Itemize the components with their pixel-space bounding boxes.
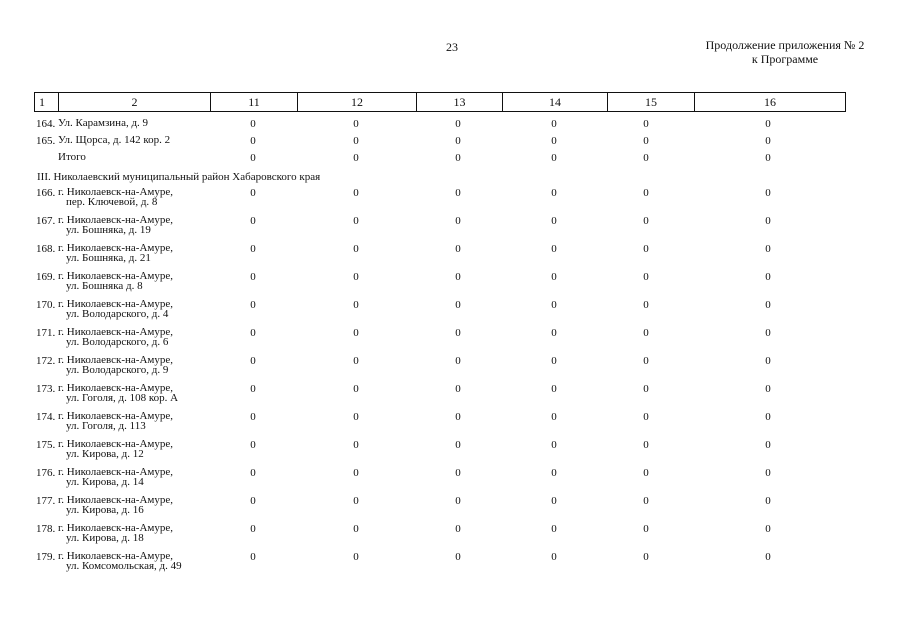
- row-value-col-15: 0: [643, 215, 649, 227]
- row-value-col-16: 0: [765, 495, 771, 507]
- row-number: 169.: [36, 271, 56, 283]
- row-address: [58, 187, 218, 207]
- row-address-line2: ул. Володарского, д. 4: [66, 308, 169, 320]
- row-value-col-15: 0: [643, 299, 649, 311]
- appendix-note: [690, 38, 880, 66]
- row-value-col-13: 0: [455, 551, 461, 563]
- row-value-col-14: 0: [551, 523, 557, 535]
- table-row: [34, 118, 846, 135]
- row-number: 168.: [36, 243, 56, 255]
- row-address: [58, 243, 218, 263]
- row-number: 176.: [36, 467, 56, 479]
- row-address-line1: г. Николаевск-на-Амуре,: [58, 466, 173, 478]
- row-value-col-11: 0: [250, 187, 256, 199]
- row-number: 170.: [36, 299, 56, 311]
- row-value-col-11: 0: [250, 467, 256, 479]
- row-value-col-12: 0: [353, 135, 359, 147]
- header-col-16: 16: [764, 95, 776, 109]
- row-value-col-11: 0: [250, 523, 256, 535]
- row-number: 165.: [36, 135, 56, 147]
- row-value-col-16: 0: [765, 411, 771, 423]
- table-row: [34, 551, 846, 579]
- row-value-col-13: 0: [455, 187, 461, 199]
- row-value-col-16: 0: [765, 215, 771, 227]
- table-row: [34, 243, 846, 271]
- row-value-col-16: 0: [765, 327, 771, 339]
- row-value-col-12: 0: [353, 551, 359, 563]
- row-value-col-11: 0: [250, 135, 256, 147]
- row-value-col-15: 0: [643, 439, 649, 451]
- row-number: 166.: [36, 187, 56, 199]
- row-value-col-15: 0: [643, 467, 649, 479]
- row-value-col-16: 0: [765, 551, 771, 563]
- table-row: [34, 439, 846, 467]
- row-value-col-15: 0: [643, 152, 649, 164]
- row-value-col-12: 0: [353, 439, 359, 451]
- row-address-line1: г. Николаевск-на-Амуре,: [58, 242, 173, 254]
- row-value-col-15: 0: [643, 523, 649, 535]
- row-value-col-11: 0: [250, 327, 256, 339]
- header-col-11: 11: [211, 93, 298, 111]
- row-number: 175.: [36, 439, 56, 451]
- row-value-col-14: 0: [551, 551, 557, 563]
- row-value-col-15: 0: [643, 187, 649, 199]
- row-value-col-12: 0: [353, 187, 359, 199]
- row-value-col-11: 0: [250, 383, 256, 395]
- row-value-col-13: 0: [455, 355, 461, 367]
- row-value-col-13: 0: [455, 243, 461, 255]
- row-value-col-12: 0: [353, 355, 359, 367]
- row-address-line2: ул. Гоголя, д. 108 кор. А: [66, 392, 179, 404]
- header-col-12: 12: [298, 93, 417, 111]
- row-value-col-14: 0: [551, 152, 557, 164]
- row-value-col-15: 0: [643, 411, 649, 423]
- table-row: [34, 467, 846, 495]
- row-address-line2: ул. Бошняка д. 8: [66, 280, 143, 292]
- row-address: [58, 118, 218, 128]
- table-row: [34, 187, 846, 215]
- row-value-col-16: 0: [765, 243, 771, 255]
- row-value-col-16: 0: [765, 467, 771, 479]
- row-value-col-11: 0: [250, 118, 256, 130]
- row-value-col-14: 0: [551, 187, 557, 199]
- row-address: [58, 551, 218, 571]
- table-row: [34, 355, 846, 383]
- row-value-col-13: 0: [455, 152, 461, 164]
- row-address-line2: ул. Кирова, д. 14: [66, 476, 144, 488]
- appendix-note-line1: Продолжение приложения № 2: [705, 38, 865, 52]
- row-value-col-15: 0: [643, 327, 649, 339]
- row-address-line2: ул. Гоголя, д. 113: [66, 420, 146, 432]
- row-value-col-11: 0: [250, 215, 256, 227]
- row-address: [58, 327, 218, 347]
- row-value-col-11: 0: [250, 152, 256, 164]
- row-value-col-16: 0: [765, 355, 771, 367]
- row-value-col-11: 0: [250, 299, 256, 311]
- row-value-col-11: 0: [250, 271, 256, 283]
- row-address-line1: г. Николаевск-на-Амуре,: [58, 326, 173, 338]
- row-value-col-15: 0: [643, 355, 649, 367]
- row-value-col-14: 0: [551, 383, 557, 395]
- row-address-line1: г. Николаевск-на-Амуре,: [58, 186, 173, 198]
- row-address-line1: Ул. Щорса, д. 142 кор. 2: [58, 134, 171, 146]
- row-value-col-12: 0: [353, 495, 359, 507]
- table-row: [34, 411, 846, 439]
- table-row: [34, 495, 846, 523]
- row-value-col-14: 0: [551, 271, 557, 283]
- row-value-col-11: 0: [250, 411, 256, 423]
- row-address-line1: г. Николаевск-на-Амуре,: [58, 494, 173, 506]
- row-value-col-14: 0: [551, 411, 557, 423]
- row-value-col-16: 0: [765, 523, 771, 535]
- row-value-col-13: 0: [455, 439, 461, 451]
- table-row: [34, 135, 846, 152]
- row-value-col-12: 0: [353, 467, 359, 479]
- row-value-col-16: 0: [765, 299, 771, 311]
- table-row: [34, 215, 846, 243]
- row-value-col-11: 0: [250, 439, 256, 451]
- row-number: 179.: [36, 551, 56, 563]
- row-value-col-13: 0: [455, 299, 461, 311]
- row-value-col-13: 0: [455, 327, 461, 339]
- row-value-col-12: 0: [353, 327, 359, 339]
- row-address: [58, 495, 218, 515]
- row-value-col-15: 0: [643, 495, 649, 507]
- row-address: [58, 355, 218, 375]
- row-value-col-15: 0: [643, 383, 649, 395]
- row-address-line2: ул. Кирова, д. 18: [66, 532, 144, 544]
- row-address-line2: пер. Ключевой, д. 8: [66, 196, 158, 208]
- row-value-col-11: 0: [250, 495, 256, 507]
- row-value-col-12: 0: [353, 271, 359, 283]
- row-address-line1: г. Николаевск-на-Амуре,: [58, 270, 173, 282]
- row-address: [58, 299, 218, 319]
- row-value-col-13: 0: [455, 118, 461, 130]
- row-value-col-11: 0: [250, 551, 256, 563]
- row-value-col-14: 0: [551, 439, 557, 451]
- row-address-line1: г. Николаевск-на-Амуре,: [58, 298, 173, 310]
- row-value-col-12: 0: [353, 523, 359, 535]
- row-address-line1: г. Николаевск-на-Амуре,: [58, 382, 173, 394]
- row-value-col-13: 0: [455, 215, 461, 227]
- row-address-line1: г. Николаевск-на-Амуре,: [58, 410, 173, 422]
- row-value-col-13: 0: [455, 271, 461, 283]
- row-value-col-16: 0: [765, 135, 771, 147]
- row-value-col-13: 0: [455, 467, 461, 479]
- row-value-col-13: 0: [455, 495, 461, 507]
- row-value-col-14: 0: [551, 467, 557, 479]
- table-row: [34, 299, 846, 327]
- row-value-col-14: 0: [551, 118, 557, 130]
- row-value-col-13: 0: [455, 135, 461, 147]
- row-address-line2: ул. Бошняка, д. 19: [66, 224, 151, 236]
- row-address-line2: ул. Володарского, д. 9: [66, 364, 169, 376]
- row-value-col-11: 0: [250, 355, 256, 367]
- row-number: 164.: [36, 118, 56, 130]
- row-number: 171.: [36, 327, 56, 339]
- header-col-13: 13: [417, 93, 503, 111]
- row-address-line2: ул. Кирова, д. 16: [66, 504, 144, 516]
- row-value-col-16: 0: [765, 271, 771, 283]
- row-number: 178.: [36, 523, 56, 535]
- row-value-col-15: 0: [643, 118, 649, 130]
- header-col-2: 2: [59, 93, 211, 111]
- row-value-col-14: 0: [551, 215, 557, 227]
- row-value-col-16: 0: [765, 383, 771, 395]
- table-row: [34, 152, 846, 169]
- row-value-col-14: 0: [551, 355, 557, 367]
- table-header: [34, 92, 846, 112]
- row-value-col-16: 0: [765, 152, 771, 164]
- row-value-col-15: 0: [643, 551, 649, 563]
- row-address: [58, 411, 218, 431]
- row-number: 167.: [36, 215, 56, 227]
- row-value-col-12: 0: [353, 118, 359, 130]
- row-value-col-15: 0: [643, 135, 649, 147]
- row-value-col-14: 0: [551, 299, 557, 311]
- row-address-line1: Итого: [58, 151, 86, 163]
- row-number: 173.: [36, 383, 56, 395]
- row-value-col-12: 0: [353, 383, 359, 395]
- row-value-col-14: 0: [551, 495, 557, 507]
- row-address-line1: г. Николаевск-на-Амуре,: [58, 354, 173, 366]
- row-value-col-13: 0: [455, 523, 461, 535]
- row-value-col-13: 0: [455, 383, 461, 395]
- row-address: [58, 467, 218, 487]
- row-value-col-12: 0: [353, 411, 359, 423]
- row-address-line2: ул. Володарского, д. 6: [66, 336, 169, 348]
- row-address: [58, 215, 218, 235]
- table-row: [34, 271, 846, 299]
- row-address-line2: ул. Комсомольская, д. 49: [66, 560, 182, 572]
- row-address-line1: г. Николаевск-на-Амуре,: [58, 522, 173, 534]
- row-number: 177.: [36, 495, 56, 507]
- row-address-line1: Ул. Карамзина, д. 9: [58, 117, 149, 129]
- appendix-note-line2: к Программе: [751, 52, 819, 66]
- table-row: [34, 327, 846, 355]
- section-title: III. Николаевский муниципальный район Хабаровского края: [37, 171, 321, 183]
- row-value-col-12: 0: [353, 152, 359, 164]
- row-value-col-16: 0: [765, 118, 771, 130]
- row-value-col-12: 0: [353, 215, 359, 227]
- table-row: [34, 523, 846, 551]
- page-number: 23: [446, 40, 458, 54]
- row-address-line1: г. Николаевск-на-Амуре,: [58, 214, 173, 226]
- row-value-col-12: 0: [353, 243, 359, 255]
- row-value-col-16: 0: [765, 187, 771, 199]
- row-number: 174.: [36, 411, 56, 423]
- row-address-line1: г. Николаевск-на-Амуре,: [58, 550, 173, 562]
- row-address: [58, 383, 218, 403]
- row-address-line2: ул. Кирова, д. 12: [66, 448, 144, 460]
- row-address: [58, 439, 218, 459]
- row-address-line2: ул. Бошняка, д. 21: [66, 252, 151, 264]
- row-address: [58, 523, 218, 543]
- header-col-14: 14: [503, 93, 608, 111]
- row-value-col-16: 0: [765, 439, 771, 451]
- table-row: [34, 383, 846, 411]
- row-value-col-14: 0: [551, 327, 557, 339]
- row-value-col-12: 0: [353, 299, 359, 311]
- row-value-col-14: 0: [551, 243, 557, 255]
- row-address-line1: г. Николаевск-на-Амуре,: [58, 438, 173, 450]
- row-value-col-14: 0: [551, 135, 557, 147]
- header-col-1: 1: [35, 93, 59, 111]
- row-value-col-15: 0: [643, 243, 649, 255]
- header-col-15: 15: [608, 93, 695, 111]
- row-value-col-13: 0: [455, 411, 461, 423]
- row-number: 172.: [36, 355, 56, 367]
- row-address: [58, 271, 218, 291]
- row-address: [58, 135, 218, 145]
- row-value-col-15: 0: [643, 271, 649, 283]
- row-address: [58, 152, 218, 162]
- row-value-col-11: 0: [250, 243, 256, 255]
